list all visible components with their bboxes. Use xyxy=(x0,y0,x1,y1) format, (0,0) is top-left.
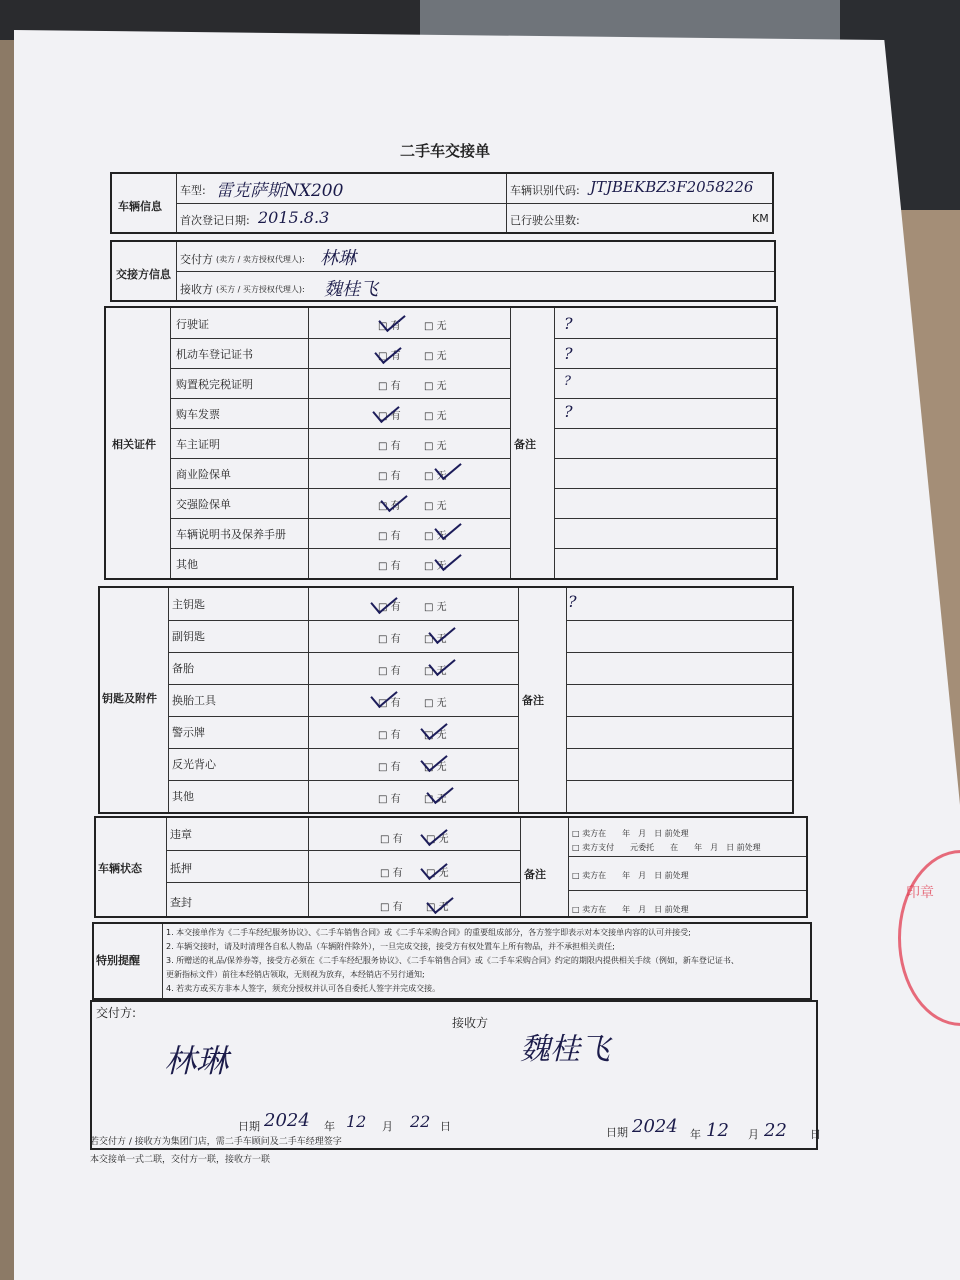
key-item-label: 反光背心 xyxy=(172,758,216,771)
yes-option[interactable]: 有 xyxy=(392,834,403,845)
no-option[interactable]: 无 xyxy=(436,666,447,677)
deliver-note: (卖方 / 卖方授权代理人): xyxy=(216,255,305,264)
section-label: 特别提醒 xyxy=(96,954,140,967)
remark-mark: ? xyxy=(564,374,571,389)
yes-option[interactable]: 有 xyxy=(390,602,401,613)
doc-item-label: 交强险保单 xyxy=(176,498,231,511)
no-option[interactable]: 无 xyxy=(436,698,447,709)
yes-option[interactable]: 有 xyxy=(390,634,401,645)
left-month: 12 xyxy=(346,1112,367,1131)
section-label: 钥匙及附件 xyxy=(102,692,157,705)
section-label: 车辆信息 xyxy=(118,200,162,213)
no-option[interactable]: 无 xyxy=(436,634,447,645)
background-object xyxy=(420,0,850,40)
deliver-signature: 林琳 xyxy=(164,1042,229,1080)
rule-text: 更新指标文件）前往本经销店领取，无则视为放弃，本经销店不另行通知; xyxy=(166,970,425,979)
no-option[interactable]: 无 xyxy=(438,902,449,913)
rule-text: 1. 本交接单作为《二手车经纪服务协议》、《二手车销售合同》或《二手车采购合同》的重要组成部分，各方签字即表示对本交接单内容的认可并接受; xyxy=(166,928,691,937)
day-unit: 日 xyxy=(810,1128,821,1141)
remark-mark: ? xyxy=(568,592,577,611)
key-item-label: 备胎 xyxy=(172,662,194,675)
doc-item-label: 商业险保单 xyxy=(176,468,231,481)
yes-option[interactable]: 有 xyxy=(390,501,401,512)
document-title: 二手车交接单 xyxy=(399,142,490,160)
no-option[interactable]: 无 xyxy=(438,834,449,845)
doc-item-label: 购置税完税证明 xyxy=(176,378,253,391)
yes-option[interactable]: 有 xyxy=(392,868,403,879)
section-label: 相关证件 xyxy=(112,438,156,451)
no-option[interactable]: 无 xyxy=(436,471,447,482)
status-section: 车辆状态 备注 违章 抵押 查封 □ 有 □ 无 □ 有 □ 无 □ 有 □ 无 □ 卖方在 年 月 日 前处理 □ 卖方支付 元委托 在 年 月 日 前处理 □ 卖方在 年 月 日 前处理 □ 卖方在 年 月 日 前处理 xyxy=(94,816,808,918)
doc-item-label: 机动车登记证书 xyxy=(176,348,253,361)
doc-item-label: 购车发票 xyxy=(176,408,220,421)
yes-option[interactable]: 有 xyxy=(390,321,401,332)
doc-item-label: 行驶证 xyxy=(176,318,209,331)
deliver-label: 交付方 xyxy=(180,253,213,266)
status-remark: □ 卖方在 年 月 日 前处理 xyxy=(572,905,689,914)
key-item-label: 换胎工具 xyxy=(172,694,216,707)
no-option[interactable]: 无 xyxy=(436,501,447,512)
no-option[interactable]: 无 xyxy=(436,762,447,773)
year-unit: 年 xyxy=(324,1120,335,1133)
right-month: 12 xyxy=(706,1120,729,1141)
day-unit: 日 xyxy=(440,1120,451,1133)
doc-item-label: 车主证明 xyxy=(176,438,220,451)
status-item-label: 违章 xyxy=(170,828,192,841)
remark-mark: ? xyxy=(564,314,573,333)
no-option[interactable]: 无 xyxy=(436,321,447,332)
receive-label: 接收方 xyxy=(180,283,213,296)
date-label: 日期 xyxy=(606,1126,628,1139)
remark-mark: ? xyxy=(564,402,573,421)
year-unit: 年 xyxy=(690,1128,701,1141)
model-value: 雷克萨斯NX200 xyxy=(216,181,344,201)
vin-value: JTJBEKBZ3F2058226 xyxy=(590,178,754,196)
deliver-sign-label: 交付方: xyxy=(96,1006,137,1020)
left-year: 2024 xyxy=(264,1110,310,1131)
vin-label: 车辆识别代码: xyxy=(510,184,580,197)
no-option[interactable]: 无 xyxy=(436,381,447,392)
handover-section xyxy=(110,240,776,302)
no-option[interactable]: 无 xyxy=(436,730,447,741)
remarks-label: 备注 xyxy=(524,868,546,881)
key-item-label: 警示牌 xyxy=(172,726,205,739)
remark-mark: ? xyxy=(564,344,573,363)
receive-signature: 魏桂飞 xyxy=(520,1032,610,1067)
reg-date-label: 首次登记日期: xyxy=(180,214,250,227)
remarks-label: 备注 xyxy=(522,694,544,707)
yes-option[interactable]: 有 xyxy=(390,730,401,741)
receive-sign-label: 接收方 xyxy=(452,1016,489,1030)
key-item-label: 其他 xyxy=(172,790,194,803)
right-day: 22 xyxy=(764,1120,787,1141)
yes-option[interactable]: 有 xyxy=(390,762,401,773)
key-item-label: 主钥匙 xyxy=(172,598,205,611)
vehicle-info-section xyxy=(110,172,774,234)
mileage-unit: KM xyxy=(752,212,769,225)
model-label: 车型: xyxy=(180,184,206,197)
yes-option[interactable]: 有 xyxy=(390,441,401,452)
yes-option[interactable]: 有 xyxy=(390,531,401,542)
yes-option[interactable]: 有 xyxy=(390,561,401,572)
footer-note: 本交接单一式二联，交付方一联，接收方一联 xyxy=(90,1155,271,1165)
right-year: 2024 xyxy=(632,1116,678,1137)
reg-date-value: 2015.8.3 xyxy=(258,208,330,227)
doc-item-label: 车辆说明书及保养手册 xyxy=(176,528,286,541)
no-option[interactable]: 无 xyxy=(436,351,447,362)
stamp-text: 印章 xyxy=(906,885,934,901)
date-label: 日期 xyxy=(238,1120,260,1133)
no-option[interactable]: 无 xyxy=(436,441,447,452)
yes-option[interactable]: 有 xyxy=(390,698,401,709)
month-unit: 月 xyxy=(748,1128,759,1141)
special-section xyxy=(92,922,812,1000)
status-remark: □ 卖方在 年 月 日 前处理 xyxy=(572,829,689,838)
no-option[interactable]: 无 xyxy=(436,794,447,805)
yes-option[interactable]: 有 xyxy=(390,411,401,422)
section-label: 交接方信息 xyxy=(116,268,171,281)
section-label: 车辆状态 xyxy=(98,862,142,875)
status-item-label: 抵押 xyxy=(170,862,192,875)
status-remark: □ 卖方支付 元委托 在 年 月 日 前处理 xyxy=(572,843,761,852)
yes-option[interactable]: 有 xyxy=(390,381,401,392)
rule-text: 4. 若卖方或买方非本人签字，须充分授权并认可各自委托人签字并完成交接。 xyxy=(166,984,441,993)
doc-item-label: 其他 xyxy=(176,558,198,571)
signature-section xyxy=(90,1000,821,1150)
mileage-label: 已行驶公里数: xyxy=(510,214,580,227)
rule-text: 2. 车辆交接时，请及时清理各自私人物品（车辆附件除外），一旦完成交接，接受方有权处置车上所有物品，并不承担相关责任; xyxy=(166,942,615,951)
no-option[interactable]: 无 xyxy=(436,531,447,542)
yes-option[interactable]: 有 xyxy=(390,471,401,482)
keys-section: 钥匙及附件 备注 主钥匙 副钥匙 备胎 换胎工具 警示牌 反光背心 其他 □ 有 □ 无 □ 有 □ 无 □ 有 □ 无 □ 有 □ 无 □ 有 □ 无 □ 有 □ 无 □ 有 □ 无 ? xyxy=(98,586,794,814)
no-option[interactable]: 无 xyxy=(436,602,447,613)
remarks-label: 备注 xyxy=(514,438,536,451)
no-option[interactable]: 无 xyxy=(436,561,447,572)
status-remark: □ 卖方在 年 月 日 前处理 xyxy=(572,871,689,880)
yes-option[interactable]: 有 xyxy=(390,666,401,677)
status-item-label: 查封 xyxy=(170,896,192,909)
no-option[interactable]: 无 xyxy=(436,411,447,422)
yes-option[interactable]: 有 xyxy=(390,794,401,805)
deliver-value: 林琳 xyxy=(320,248,356,269)
rule-text: 3. 所赠送的礼品/保养券等，接受方必须在《二手车经纪服务协议》、《二手车销售合同》或《二手车采购合同》约定的期限内提供相关手续（例如，新车登记证书、 xyxy=(166,956,739,965)
month-unit: 月 xyxy=(382,1120,393,1133)
documents-section: 相关证件 备注 行驶证 机动车登记证书 购置税完税证明 购车发票 车主证明 商业险保单 交强险保单 车辆说明书及保养手册 其他 □ 有 □ 无 □ 有 □ 无 □ 有 □ 无 □ 有 □ 无 □ 有 □ 无 □ 有 □ 无 □ 有 □ 无 □ 有 □ 无 □ 有 □ 无 ? ? ? ? xyxy=(104,306,778,580)
left-day: 22 xyxy=(410,1112,431,1131)
key-item-label: 副钥匙 xyxy=(172,630,205,643)
no-option[interactable]: 无 xyxy=(438,868,449,879)
yes-option[interactable]: 有 xyxy=(392,902,403,913)
receive-value: 魏桂飞 xyxy=(324,279,378,300)
footer-note: 若交付方 / 接收方为集团门店，需二手车顾问及二手车经理签字 xyxy=(90,1137,342,1147)
yes-option[interactable]: 有 xyxy=(390,351,401,362)
receive-note: (买方 / 买方授权代理人): xyxy=(216,285,305,294)
